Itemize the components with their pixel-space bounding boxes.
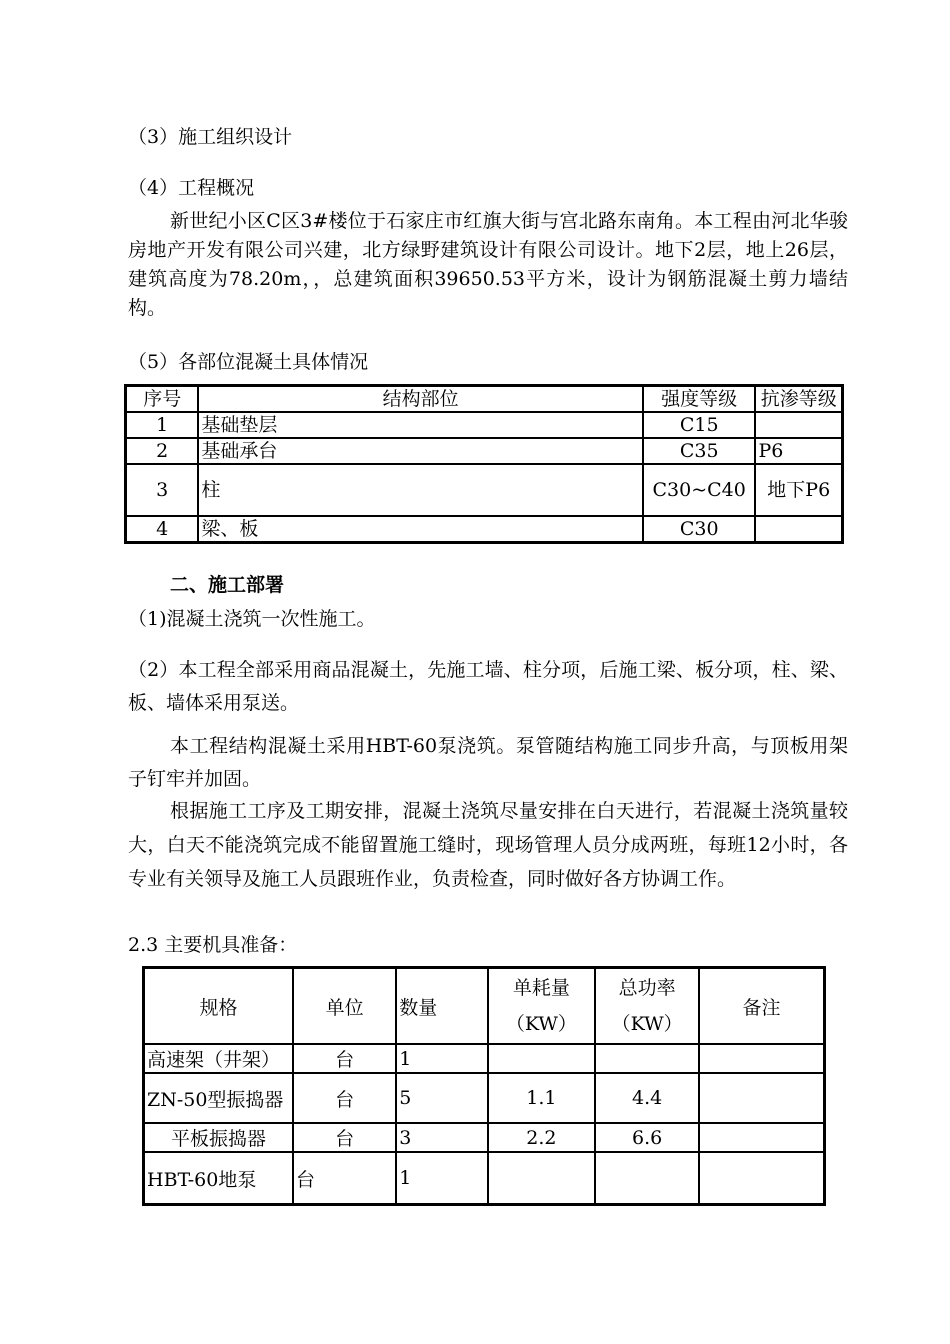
- table-cell: 台: [293, 1044, 396, 1073]
- header-cell: 规格: [144, 968, 293, 1044]
- table-cell: 1: [396, 1152, 487, 1204]
- table-cell: 平板振捣器: [144, 1123, 293, 1152]
- deployment-paragraph-4: 根据施工工序及工期安排，混凝土浇筑尽量安排在白天进行，若混凝土浇筑量较大，白天不能浇筑完成不能留置施工缝时，现场管理人员分成两班，每班12小时，各专业有关领导及施工人员跟班作业，负责检查，同时做好各方协调工作。: [128, 800, 848, 890]
- table-cell: C30~C40: [643, 464, 756, 516]
- overview-paragraph: 新世纪小区C区3#楼位于石家庄市红旗大街与宫北路东南角。本工程由河北华骏房地产开发有限公司兴建，北方绿野建筑设计有限公司设计。地下2层，地上26层，建筑高度为78.20m，，总建筑面积39650.53平方米，设计为钢筋混凝土剪力墙结构。: [128, 210, 848, 319]
- deployment-paragraph-1: （1)混凝土浇筑一次性施工。: [128, 608, 376, 630]
- header-cell: 数量: [396, 968, 487, 1044]
- table-cell: 1: [126, 412, 198, 438]
- table-row: [126, 412, 842, 438]
- table-row: [126, 464, 842, 516]
- table-cell: [699, 1073, 824, 1123]
- heading-project-overview: （4）工程概况: [128, 177, 255, 199]
- header-cell: [595, 968, 699, 1044]
- header-cell: 强度等级: [643, 386, 756, 412]
- table-cell: 2: [126, 438, 198, 464]
- table-cell: [699, 1123, 824, 1152]
- equipment-table: [142, 966, 826, 1206]
- header-cell-line: 单耗量: [512, 977, 570, 999]
- heading-construction-design: （3）施工组织设计: [128, 126, 293, 148]
- table-cell: [488, 1152, 596, 1204]
- table-cell: 柱: [198, 464, 642, 516]
- header-cell-line: （KW）: [611, 1013, 683, 1035]
- table-cell: 台: [293, 1123, 396, 1152]
- table-cell: 1: [396, 1044, 487, 1073]
- table-cell: ZN-50型振捣器: [144, 1073, 293, 1123]
- table-cell: [755, 516, 842, 542]
- header-cell-line: （KW）: [505, 1013, 577, 1035]
- table-cell: C35: [643, 438, 756, 464]
- table-cell: C15: [643, 412, 756, 438]
- table-cell: P6: [755, 438, 842, 464]
- deployment-paragraph-2: （2）本工程全部采用商品混凝土，先施工墙、柱分项，后施工梁、板分项，柱、梁、板、墙体采用泵送。: [128, 659, 848, 714]
- table-cell: 6.6: [595, 1123, 699, 1152]
- table-cell: 3: [396, 1123, 487, 1152]
- table-header-row: [144, 968, 824, 1044]
- table-row: [126, 516, 842, 542]
- table-cell: 台: [293, 1073, 396, 1123]
- table-cell: 地下P6: [755, 464, 842, 516]
- header-cell: 结构部位: [198, 386, 642, 412]
- table-cell: [595, 1152, 699, 1204]
- table-cell: 4: [126, 516, 198, 542]
- table-header-row: [126, 386, 842, 412]
- table-row: [144, 1044, 824, 1073]
- deployment-paragraph-3: 本工程结构混凝土采用HBT-60泵浇筑。泵管随结构施工同步升高，与顶板用架子钉牢并加固。: [128, 735, 848, 790]
- table-row: [144, 1123, 824, 1152]
- table-row: [144, 1073, 824, 1123]
- heading-concrete-details: （5）各部位混凝土具体情况: [128, 351, 369, 373]
- table-cell: [699, 1044, 824, 1073]
- table-cell: [699, 1152, 824, 1204]
- header-cell: 单位: [293, 968, 396, 1044]
- table-cell: [595, 1044, 699, 1073]
- header-cell: [488, 968, 596, 1044]
- concrete-table: [124, 384, 844, 544]
- table-row: [126, 438, 842, 464]
- table-cell: 基础垫层: [198, 412, 642, 438]
- table-cell: [755, 412, 842, 438]
- table-cell: 高速架（井架）: [144, 1044, 293, 1073]
- table-cell: 梁、板: [198, 516, 642, 542]
- header-cell-line: 总功率: [618, 977, 676, 999]
- table-cell: 2.2: [488, 1123, 596, 1152]
- table-cell: 4.4: [595, 1073, 699, 1123]
- table-cell: 台: [293, 1152, 396, 1204]
- table-cell: C30: [643, 516, 756, 542]
- table-cell: 3: [126, 464, 198, 516]
- table-cell: 基础承台: [198, 438, 642, 464]
- section-heading-equipment: 2.3 主要机具准备：: [128, 934, 298, 956]
- table-cell: 1.1: [488, 1073, 596, 1123]
- header-cell: 抗渗等级: [755, 386, 842, 412]
- table-cell: HBT-60地泵: [144, 1152, 293, 1204]
- section-heading-deployment: 二、施工部署: [170, 574, 285, 596]
- header-cell: 备注: [699, 968, 824, 1044]
- table-row: [144, 1152, 824, 1204]
- header-cell: 序号: [126, 386, 198, 412]
- table-cell: 5: [396, 1073, 487, 1123]
- table-cell: [488, 1044, 596, 1073]
